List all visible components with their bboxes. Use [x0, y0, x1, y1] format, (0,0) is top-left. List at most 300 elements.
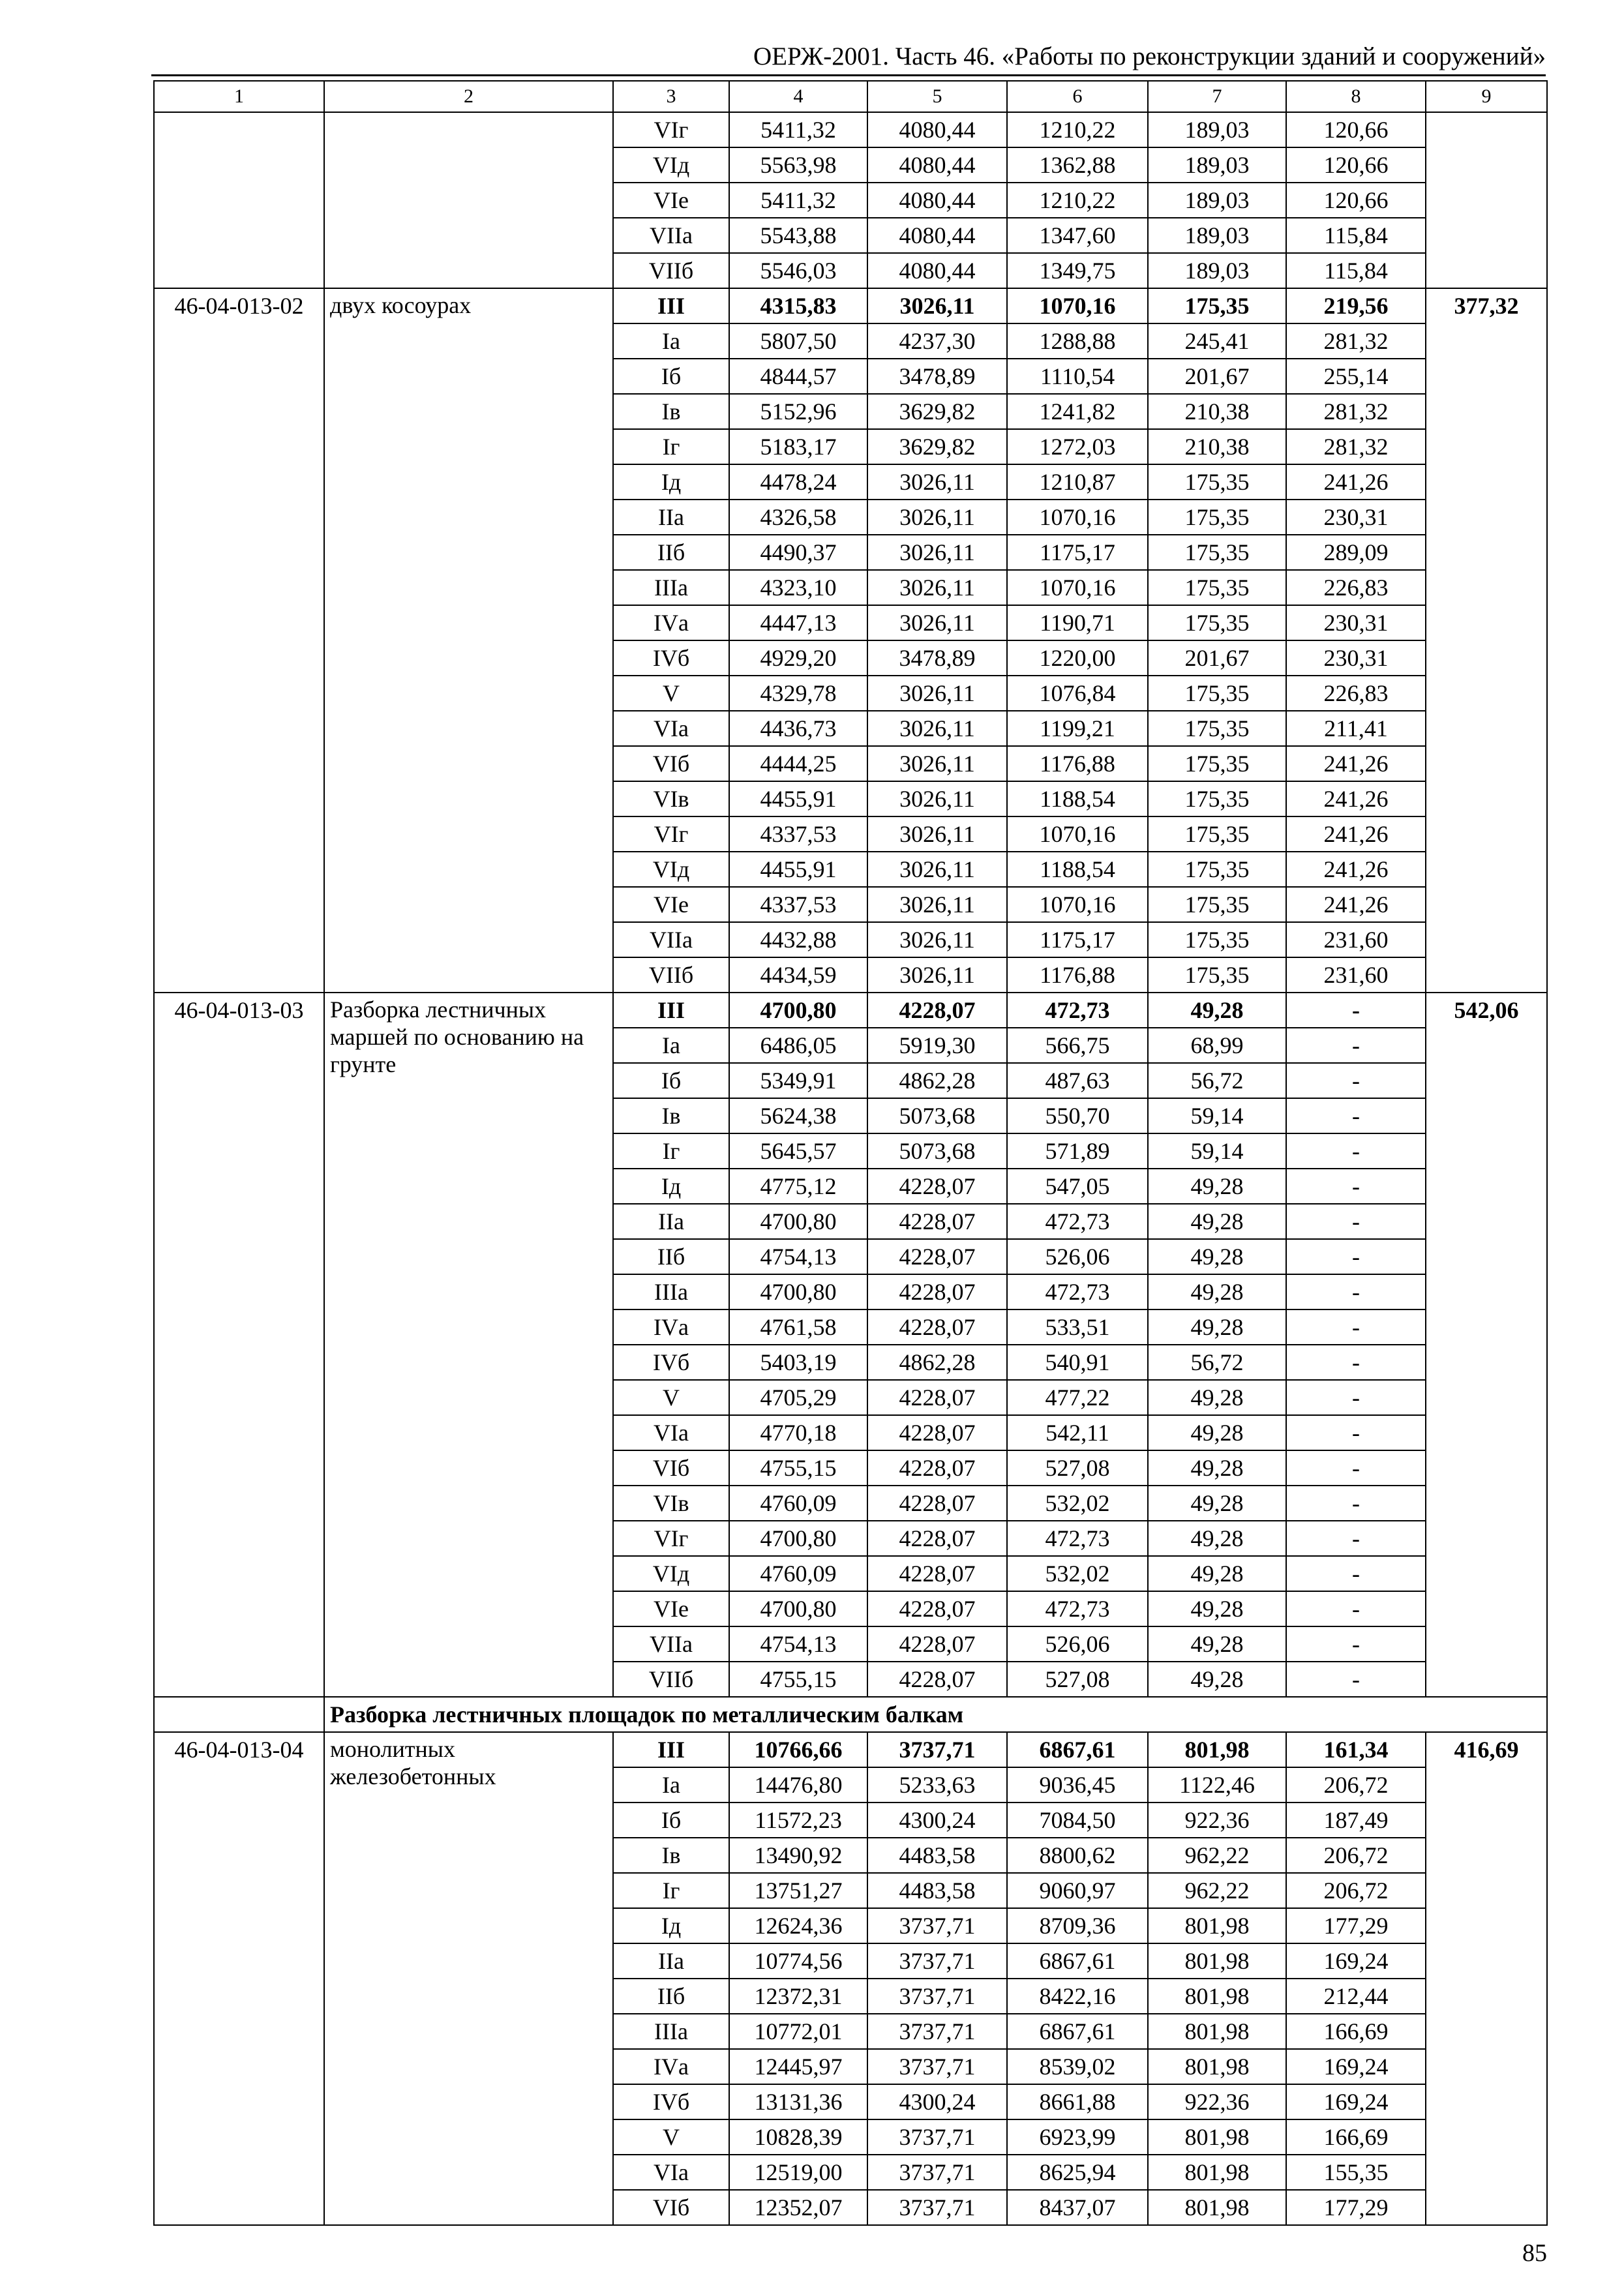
price-value: 281,32 [1286, 323, 1426, 359]
price-value: 187,49 [1286, 1803, 1426, 1838]
price-value: 4237,30 [867, 323, 1007, 359]
price-value: 4483,58 [867, 1838, 1007, 1873]
col9-value: 542,06 [1426, 993, 1547, 1697]
work-name: монолитных железобетонных [324, 1732, 613, 2225]
work-name: двух косоурах [324, 288, 613, 993]
price-value: 8539,02 [1007, 2049, 1148, 2084]
price-value: - [1286, 1169, 1426, 1204]
price-value: 4300,24 [867, 1803, 1007, 1838]
price-value: 1076,84 [1007, 676, 1148, 711]
zone-code: III [613, 993, 729, 1028]
price-value: 189,03 [1148, 147, 1286, 183]
price-value: 68,99 [1148, 1028, 1286, 1063]
price-value: 12624,36 [729, 1908, 867, 1943]
price-value: 1347,60 [1007, 218, 1148, 253]
price-value: 3737,71 [867, 1979, 1007, 2014]
price-value: 8661,88 [1007, 2084, 1148, 2119]
zone-code: VIг [613, 816, 729, 852]
price-value: 801,98 [1148, 2155, 1286, 2190]
price-value: 566,75 [1007, 1028, 1148, 1063]
price-value: 526,06 [1007, 1626, 1148, 1662]
zone-code: VIе [613, 887, 729, 922]
price-value: 161,34 [1286, 1732, 1426, 1767]
price-value: 5411,32 [729, 183, 867, 218]
price-value: 1288,88 [1007, 323, 1148, 359]
price-value: 4080,44 [867, 183, 1007, 218]
price-value: 3026,11 [867, 676, 1007, 711]
price-value: 4228,07 [867, 1556, 1007, 1591]
price-value: 4329,78 [729, 676, 867, 711]
norm-code: 46-04-013-04 [154, 1732, 324, 2225]
zone-code: IIб [613, 1239, 729, 1274]
zone-code: IIб [613, 535, 729, 570]
price-value: 4080,44 [867, 218, 1007, 253]
price-value: - [1286, 1380, 1426, 1415]
price-value: 5807,50 [729, 323, 867, 359]
zone-code: VIб [613, 746, 729, 781]
price-value: 230,31 [1286, 500, 1426, 535]
price-value: 281,32 [1286, 394, 1426, 429]
table-row [154, 993, 1547, 1028]
zone-code: VIб [613, 2190, 729, 2225]
price-value: 175,35 [1148, 676, 1286, 711]
price-value: 5073,68 [867, 1098, 1007, 1133]
price-value: 5563,98 [729, 147, 867, 183]
price-value: 4228,07 [867, 1274, 1007, 1309]
zone-code: Iа [613, 323, 729, 359]
price-value: 472,73 [1007, 993, 1148, 1028]
price-value: 1190,71 [1007, 605, 1148, 640]
price-value: 175,35 [1148, 500, 1286, 535]
price-value: - [1286, 1098, 1426, 1133]
price-value: 801,98 [1148, 1908, 1286, 1943]
price-value: - [1286, 1204, 1426, 1239]
zone-code: Iв [613, 1838, 729, 1873]
price-value: 801,98 [1148, 2049, 1286, 2084]
zone-code: VIд [613, 1556, 729, 1591]
price-value: - [1286, 1486, 1426, 1521]
price-value: 49,28 [1148, 993, 1286, 1028]
price-value: 255,14 [1286, 359, 1426, 394]
price-value: - [1286, 1662, 1426, 1697]
price-value: 4315,83 [729, 288, 867, 323]
price-value: 175,35 [1148, 887, 1286, 922]
price-value: 1070,16 [1007, 500, 1148, 535]
price-value: 4080,44 [867, 253, 1007, 288]
price-value: 120,66 [1286, 147, 1426, 183]
price-value: 1176,88 [1007, 746, 1148, 781]
price-value: 3026,11 [867, 957, 1007, 993]
price-value: 241,26 [1286, 781, 1426, 816]
price-value: 8800,62 [1007, 1838, 1148, 1873]
price-value: 801,98 [1148, 1979, 1286, 2014]
price-value: 169,24 [1286, 2049, 1426, 2084]
price-value: 3026,11 [867, 570, 1007, 605]
zone-code: Iв [613, 1098, 729, 1133]
price-value: 4700,80 [729, 1204, 867, 1239]
price-value: - [1286, 1028, 1426, 1063]
price-value: 922,36 [1148, 2084, 1286, 2119]
price-value: 4700,80 [729, 993, 867, 1028]
zone-code: III [613, 288, 729, 323]
price-value: 4434,59 [729, 957, 867, 993]
zone-code: VIг [613, 112, 729, 147]
price-value: 801,98 [1148, 2014, 1286, 2049]
price-value: 49,28 [1148, 1415, 1286, 1450]
price-value: 4755,15 [729, 1662, 867, 1697]
price-value: 175,35 [1148, 922, 1286, 957]
price-value: 13751,27 [729, 1873, 867, 1908]
price-value: 1070,16 [1007, 288, 1148, 323]
price-value: 9060,97 [1007, 1873, 1148, 1908]
price-value: 3737,71 [867, 2014, 1007, 2049]
zone-code: VIIа [613, 922, 729, 957]
zone-code: IIIа [613, 570, 729, 605]
price-value: 175,35 [1148, 852, 1286, 887]
price-value: 5411,32 [729, 112, 867, 147]
zone-code: V [613, 676, 729, 711]
zone-code: Iг [613, 1133, 729, 1169]
price-value: 962,22 [1148, 1838, 1286, 1873]
zone-code: IIб [613, 1979, 729, 2014]
price-value: 571,89 [1007, 1133, 1148, 1169]
price-value: 3026,11 [867, 605, 1007, 640]
name-cell-empty [324, 112, 613, 288]
price-value: 8422,16 [1007, 1979, 1148, 2014]
zone-code: Iб [613, 359, 729, 394]
price-value: - [1286, 1309, 1426, 1345]
price-value: 289,09 [1286, 535, 1426, 570]
price-value: 1176,88 [1007, 957, 1148, 993]
price-value: 547,05 [1007, 1169, 1148, 1204]
column-number: 3 [613, 81, 729, 112]
price-value: 477,22 [1007, 1380, 1148, 1415]
price-value: 3629,82 [867, 429, 1007, 464]
zone-code: V [613, 2119, 729, 2155]
price-value: 12445,97 [729, 2049, 867, 2084]
price-value: - [1286, 1521, 1426, 1556]
price-value: 5403,19 [729, 1345, 867, 1380]
price-value: 49,28 [1148, 1274, 1286, 1309]
price-value: 532,02 [1007, 1556, 1148, 1591]
price-value: 189,03 [1148, 218, 1286, 253]
zone-code: IIа [613, 500, 729, 535]
price-value: 3026,11 [867, 922, 1007, 957]
price-value: 169,24 [1286, 1943, 1426, 1979]
price-value: 1241,82 [1007, 394, 1148, 429]
page-number: 85 [1522, 2239, 1547, 2267]
price-value: 8437,07 [1007, 2190, 1148, 2225]
zone-code: VIа [613, 711, 729, 746]
zone-code: VIд [613, 147, 729, 183]
price-value: 241,26 [1286, 816, 1426, 852]
price-value: 6867,61 [1007, 2014, 1148, 2049]
price-value: - [1286, 1133, 1426, 1169]
price-value: 801,98 [1148, 1732, 1286, 1767]
price-value: 49,28 [1148, 1556, 1286, 1591]
price-value: 8709,36 [1007, 1908, 1148, 1943]
price-value: 4760,09 [729, 1486, 867, 1521]
price-value: 219,56 [1286, 288, 1426, 323]
price-value: 49,28 [1148, 1239, 1286, 1274]
zone-code: IVб [613, 1345, 729, 1380]
price-value: 5152,96 [729, 394, 867, 429]
price-value: 201,67 [1148, 359, 1286, 394]
price-value: 542,11 [1007, 1415, 1148, 1450]
price-value: 3026,11 [867, 781, 1007, 816]
price-value: 49,28 [1148, 1380, 1286, 1415]
price-value: 3737,71 [867, 2190, 1007, 2225]
section-title: Разборка лестничных площадок по металлическим балкам [324, 1697, 1547, 1732]
table-row [154, 1732, 1547, 1767]
price-value: 472,73 [1007, 1591, 1148, 1626]
price-value: 962,22 [1148, 1873, 1286, 1908]
price-value: 230,31 [1286, 640, 1426, 676]
price-value: 4761,58 [729, 1309, 867, 1345]
price-value: 526,06 [1007, 1239, 1148, 1274]
price-value: 4228,07 [867, 1450, 1007, 1486]
price-value: 801,98 [1148, 2119, 1286, 2155]
zone-code: Iг [613, 1873, 729, 1908]
column-number: 8 [1286, 81, 1426, 112]
price-value: 4326,58 [729, 500, 867, 535]
price-value: 206,72 [1286, 1838, 1426, 1873]
price-value: 206,72 [1286, 1873, 1426, 1908]
price-value: 1220,00 [1007, 640, 1148, 676]
price-value: 241,26 [1286, 464, 1426, 500]
price-value: 1070,16 [1007, 816, 1148, 852]
price-value: 550,70 [1007, 1098, 1148, 1133]
price-value: 3737,71 [867, 1732, 1007, 1767]
price-value: - [1286, 1239, 1426, 1274]
zone-code: VIе [613, 183, 729, 218]
zone-code: Iв [613, 394, 729, 429]
price-value: 1349,75 [1007, 253, 1148, 288]
price-value: 49,28 [1148, 1309, 1286, 1345]
zone-code: V [613, 1380, 729, 1415]
price-value: 4760,09 [729, 1556, 867, 1591]
price-value: 5233,63 [867, 1767, 1007, 1803]
price-value: 13490,92 [729, 1838, 867, 1873]
price-value: 175,35 [1148, 605, 1286, 640]
price-value: 533,51 [1007, 1309, 1148, 1345]
price-value: 3026,11 [867, 711, 1007, 746]
zone-code: VIв [613, 781, 729, 816]
price-value: 211,41 [1286, 711, 1426, 746]
work-name: Разборка лестничных маршей по основанию на грунте [324, 993, 613, 1697]
price-value: 3737,71 [867, 1943, 1007, 1979]
col9-value: 377,32 [1426, 288, 1547, 993]
zone-code: Iд [613, 1908, 729, 1943]
price-value: 3478,89 [867, 640, 1007, 676]
price-value: 4862,28 [867, 1063, 1007, 1098]
price-value: 1362,88 [1007, 147, 1148, 183]
price-value: 5543,88 [729, 218, 867, 253]
price-value: - [1286, 1063, 1426, 1098]
price-value: 3737,71 [867, 2155, 1007, 2190]
column-number: 6 [1007, 81, 1148, 112]
price-value: 155,35 [1286, 2155, 1426, 2190]
price-value: 241,26 [1286, 887, 1426, 922]
zone-code: IIIа [613, 1274, 729, 1309]
price-value: 1110,54 [1007, 359, 1148, 394]
price-value: 4228,07 [867, 1239, 1007, 1274]
price-value: - [1286, 1450, 1426, 1486]
price-value: 3737,71 [867, 2119, 1007, 2155]
price-value: 4700,80 [729, 1591, 867, 1626]
price-value: 175,35 [1148, 535, 1286, 570]
column-number: 4 [729, 81, 867, 112]
price-value: 4228,07 [867, 1309, 1007, 1345]
zone-code: IVа [613, 605, 729, 640]
price-value: 49,28 [1148, 1662, 1286, 1697]
price-value: 4228,07 [867, 1662, 1007, 1697]
column-number: 9 [1426, 81, 1547, 112]
price-value: 241,26 [1286, 852, 1426, 887]
price-value: 177,29 [1286, 1908, 1426, 1943]
zone-code: IVб [613, 2084, 729, 2119]
price-value: 4080,44 [867, 112, 1007, 147]
price-value: 210,38 [1148, 429, 1286, 464]
price-value: 1070,16 [1007, 570, 1148, 605]
price-value: 4228,07 [867, 1415, 1007, 1450]
price-value: 12372,31 [729, 1979, 867, 2014]
column-number: 5 [867, 81, 1007, 112]
price-value: - [1286, 1415, 1426, 1450]
zone-code: VIе [613, 1591, 729, 1626]
price-value: 3737,71 [867, 2049, 1007, 2084]
price-value: 4929,20 [729, 640, 867, 676]
price-value: 3026,11 [867, 535, 1007, 570]
price-value: 49,28 [1148, 1521, 1286, 1556]
price-value: 527,08 [1007, 1450, 1148, 1486]
price-value: 226,83 [1286, 676, 1426, 711]
price-value: 4483,58 [867, 1873, 1007, 1908]
price-value: 4455,91 [729, 781, 867, 816]
price-value: 226,83 [1286, 570, 1426, 605]
price-value: 8625,94 [1007, 2155, 1148, 2190]
zone-code: IVа [613, 1309, 729, 1345]
price-value: 1210,87 [1007, 464, 1148, 500]
price-value: 10766,66 [729, 1732, 867, 1767]
price-value: 115,84 [1286, 253, 1426, 288]
column-number: 2 [324, 81, 613, 112]
price-value: 13131,36 [729, 2084, 867, 2119]
price-value: 201,67 [1148, 640, 1286, 676]
price-value: 3026,11 [867, 816, 1007, 852]
price-value: 4337,53 [729, 816, 867, 852]
price-value: 175,35 [1148, 781, 1286, 816]
price-value: - [1286, 1591, 1426, 1626]
price-value: 4228,07 [867, 1626, 1007, 1662]
price-value: 4228,07 [867, 1380, 1007, 1415]
price-value: 281,32 [1286, 429, 1426, 464]
price-value: 5073,68 [867, 1133, 1007, 1169]
price-value: 4447,13 [729, 605, 867, 640]
zone-code: VIа [613, 2155, 729, 2190]
price-value: 12519,00 [729, 2155, 867, 2190]
price-value: 6486,05 [729, 1028, 867, 1063]
price-value: 9036,45 [1007, 1767, 1148, 1803]
price-value: 4770,18 [729, 1415, 867, 1450]
zone-code: VIа [613, 1415, 729, 1450]
price-value: 59,14 [1148, 1133, 1286, 1169]
price-value: 11572,23 [729, 1803, 867, 1838]
price-value: 472,73 [1007, 1204, 1148, 1239]
zone-code: Iг [613, 429, 729, 464]
price-value: 527,08 [1007, 1662, 1148, 1697]
price-value: 231,60 [1286, 957, 1426, 993]
price-value: 4844,57 [729, 359, 867, 394]
zone-code: Iд [613, 1169, 729, 1204]
price-value: 115,84 [1286, 218, 1426, 253]
zone-code: VIIб [613, 253, 729, 288]
price-value: 4228,07 [867, 993, 1007, 1028]
price-value: 3026,11 [867, 887, 1007, 922]
price-value: 49,28 [1148, 1626, 1286, 1662]
price-value: 4700,80 [729, 1521, 867, 1556]
zone-code: Iа [613, 1767, 729, 1803]
price-value: 5546,03 [729, 253, 867, 288]
price-value: 4337,53 [729, 887, 867, 922]
price-value: 1122,46 [1148, 1767, 1286, 1803]
document-header: ОЕРЖ-2001. Часть 46. «Работы по реконструкции зданий и сооружений» [753, 42, 1546, 70]
price-value: 4754,13 [729, 1626, 867, 1662]
zone-code: VIд [613, 852, 729, 887]
price-value: 245,41 [1148, 323, 1286, 359]
price-value: 212,44 [1286, 1979, 1426, 2014]
price-value: 4228,07 [867, 1591, 1007, 1626]
price-value: 189,03 [1148, 183, 1286, 218]
price-value: 472,73 [1007, 1521, 1148, 1556]
header-rule [151, 74, 1546, 76]
price-value: 175,35 [1148, 816, 1286, 852]
col9-value: 416,69 [1426, 1732, 1547, 2225]
price-value: 56,72 [1148, 1063, 1286, 1098]
price-value: 4705,29 [729, 1380, 867, 1415]
price-value: 472,73 [1007, 1274, 1148, 1309]
zone-code: IIIа [613, 2014, 729, 2049]
zone-code: Iд [613, 464, 729, 500]
code-cell-empty [154, 112, 324, 288]
price-value: 1210,22 [1007, 112, 1148, 147]
price-value: 6867,61 [1007, 1732, 1148, 1767]
price-value: 206,72 [1286, 1767, 1426, 1803]
zone-code: VIIб [613, 1662, 729, 1697]
price-value: 177,29 [1286, 2190, 1426, 2225]
zone-code: IIа [613, 1204, 729, 1239]
price-value: 230,31 [1286, 605, 1426, 640]
price-value: 189,03 [1148, 112, 1286, 147]
column-number: 7 [1148, 81, 1286, 112]
price-value: - [1286, 993, 1426, 1028]
price-value: 169,24 [1286, 2084, 1426, 2119]
price-value: 120,66 [1286, 183, 1426, 218]
price-value: 166,69 [1286, 2014, 1426, 2049]
price-value: 6867,61 [1007, 1943, 1148, 1979]
zone-code: IVб [613, 640, 729, 676]
price-value: - [1286, 1626, 1426, 1662]
price-value: 532,02 [1007, 1486, 1148, 1521]
price-value: 59,14 [1148, 1098, 1286, 1133]
price-value: 4300,24 [867, 2084, 1007, 2119]
price-value: 210,38 [1148, 394, 1286, 429]
price-value: 4775,12 [729, 1169, 867, 1204]
zone-code: VIг [613, 1521, 729, 1556]
zone-code: VIIа [613, 1626, 729, 1662]
price-value: 4228,07 [867, 1486, 1007, 1521]
price-value: 801,98 [1148, 2190, 1286, 2225]
